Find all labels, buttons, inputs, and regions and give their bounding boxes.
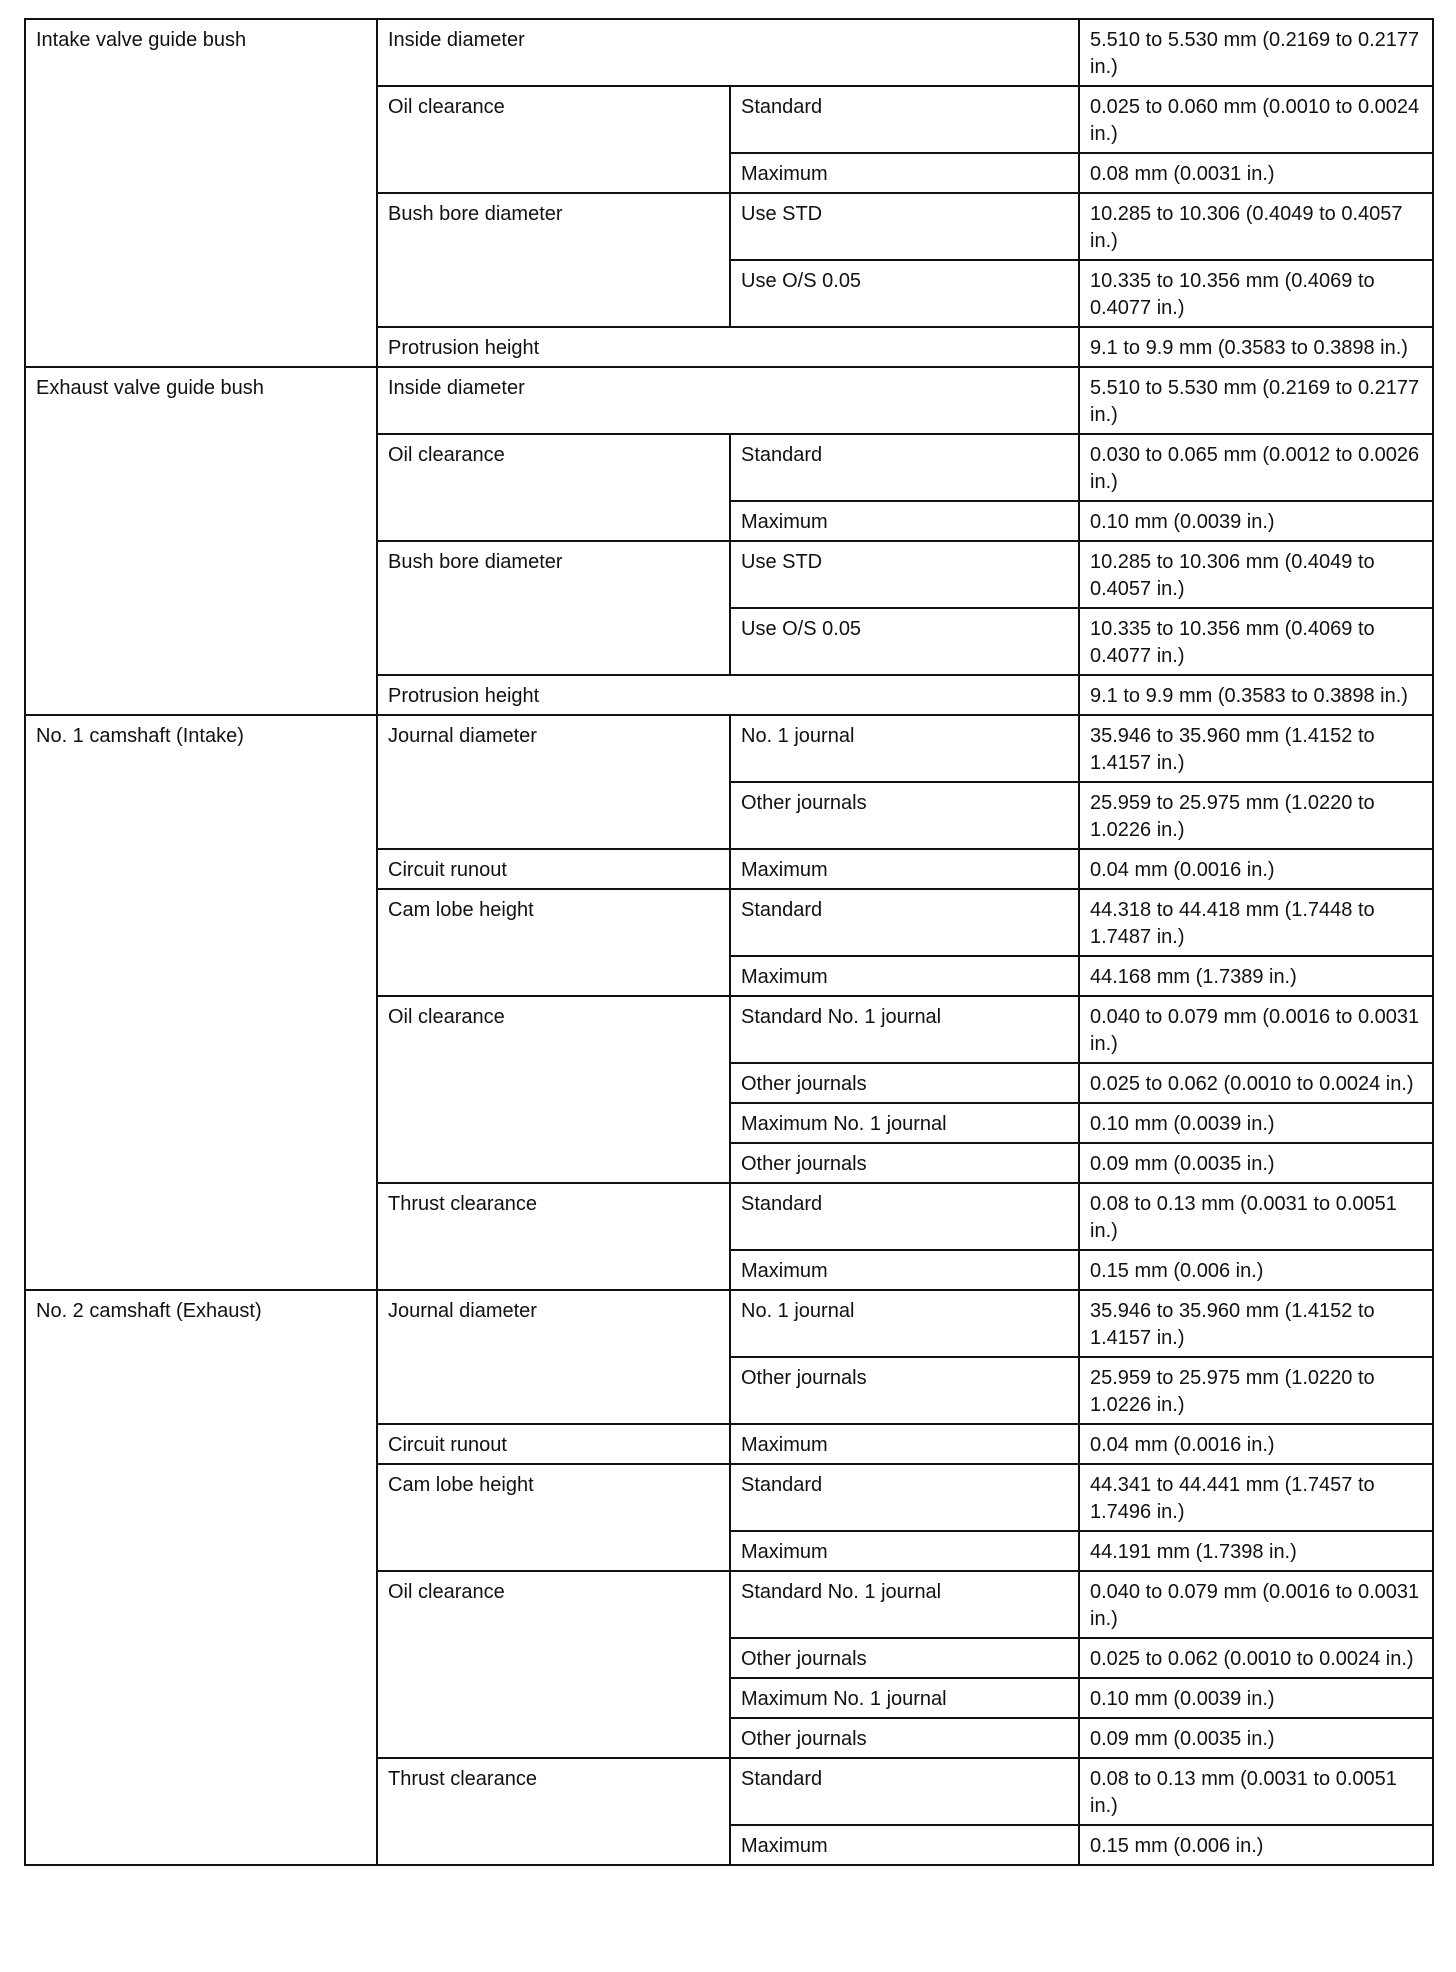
condition-cell: Standard — [730, 86, 1079, 153]
condition-cell: Maximum — [730, 849, 1079, 889]
condition-cell: Maximum No. 1 journal — [730, 1678, 1079, 1718]
value-cell: 25.959 to 25.975 mm (1.0220 to 1.0226 in.) — [1079, 782, 1433, 849]
condition-cell: Other journals — [730, 1063, 1079, 1103]
condition-cell: Use O/S 0.05 — [730, 608, 1079, 675]
condition-cell: Maximum — [730, 501, 1079, 541]
item-cell: Bush bore diameter — [377, 193, 730, 327]
condition-cell: Standard — [730, 1183, 1079, 1250]
value-cell: 0.025 to 0.062 (0.0010 to 0.0024 in.) — [1079, 1063, 1433, 1103]
item-cell: Oil clearance — [377, 86, 730, 193]
item-cell: Oil clearance — [377, 434, 730, 541]
item-cell: Circuit runout — [377, 849, 730, 889]
specification-table — [24, 18, 1434, 1866]
value-cell: 0.10 mm (0.0039 in.) — [1079, 1678, 1433, 1718]
value-cell: 0.040 to 0.079 mm (0.0016 to 0.0031 in.) — [1079, 1571, 1433, 1638]
condition-cell: Maximum — [730, 1531, 1079, 1571]
condition-cell: Maximum No. 1 journal — [730, 1103, 1079, 1143]
value-cell: 0.030 to 0.065 mm (0.0012 to 0.0026 in.) — [1079, 434, 1433, 501]
condition-cell: Standard — [730, 1464, 1079, 1531]
condition-cell: Maximum — [730, 1825, 1079, 1865]
condition-cell: Use O/S 0.05 — [730, 260, 1079, 327]
value-cell: 0.09 mm (0.0035 in.) — [1079, 1718, 1433, 1758]
item-cell: Oil clearance — [377, 996, 730, 1183]
value-cell: 0.15 mm (0.006 in.) — [1079, 1825, 1433, 1865]
value-cell: 0.10 mm (0.0039 in.) — [1079, 1103, 1433, 1143]
table-row — [25, 715, 1433, 782]
condition-cell: Standard No. 1 journal — [730, 1571, 1079, 1638]
value-cell: 10.335 to 10.356 mm (0.4069 to 0.4077 in.) — [1079, 260, 1433, 327]
value-cell: 5.510 to 5.530 mm (0.2169 to 0.2177 in.) — [1079, 367, 1433, 434]
value-cell: 0.04 mm (0.0016 in.) — [1079, 849, 1433, 889]
condition-cell: Standard — [730, 889, 1079, 956]
condition-cell: Maximum — [730, 1424, 1079, 1464]
condition-cell: Other journals — [730, 782, 1079, 849]
item-cell: Thrust clearance — [377, 1183, 730, 1290]
item-cell: Cam lobe height — [377, 889, 730, 996]
component-cell: Exhaust valve guide bush — [25, 367, 377, 715]
item-cell: Journal diameter — [377, 715, 730, 849]
condition-cell: Other journals — [730, 1718, 1079, 1758]
value-cell: 0.08 mm (0.0031 in.) — [1079, 153, 1433, 193]
condition-cell: Use STD — [730, 193, 1079, 260]
item-cell: Inside diameter — [377, 19, 1079, 86]
value-cell: 44.191 mm (1.7398 in.) — [1079, 1531, 1433, 1571]
item-cell: Inside diameter — [377, 367, 1079, 434]
value-cell: 0.025 to 0.062 (0.0010 to 0.0024 in.) — [1079, 1638, 1433, 1678]
component-cell: No. 2 camshaft (Exhaust) — [25, 1290, 377, 1865]
table-row — [25, 367, 1433, 434]
item-cell: Circuit runout — [377, 1424, 730, 1464]
condition-cell: Other journals — [730, 1638, 1079, 1678]
item-cell: Protrusion height — [377, 327, 1079, 367]
value-cell: 0.025 to 0.060 mm (0.0010 to 0.0024 in.) — [1079, 86, 1433, 153]
value-cell: 0.08 to 0.13 mm (0.0031 to 0.0051 in.) — [1079, 1758, 1433, 1825]
value-cell: 10.285 to 10.306 (0.4049 to 0.4057 in.) — [1079, 193, 1433, 260]
value-cell: 44.168 mm (1.7389 in.) — [1079, 956, 1433, 996]
component-cell: Intake valve guide bush — [25, 19, 377, 367]
value-cell: 0.08 to 0.13 mm (0.0031 to 0.0051 in.) — [1079, 1183, 1433, 1250]
condition-cell: Use STD — [730, 541, 1079, 608]
condition-cell: No. 1 journal — [730, 1290, 1079, 1357]
table-row — [25, 19, 1433, 86]
value-cell: 0.15 mm (0.006 in.) — [1079, 1250, 1433, 1290]
condition-cell: Standard — [730, 1758, 1079, 1825]
specification-table-body — [25, 19, 1433, 1865]
value-cell: 0.10 mm (0.0039 in.) — [1079, 501, 1433, 541]
component-cell: No. 1 camshaft (Intake) — [25, 715, 377, 1290]
value-cell: 35.946 to 35.960 mm (1.4152 to 1.4157 in.) — [1079, 1290, 1433, 1357]
value-cell: 9.1 to 9.9 mm (0.3583 to 0.3898 in.) — [1079, 675, 1433, 715]
value-cell: 9.1 to 9.9 mm (0.3583 to 0.3898 in.) — [1079, 327, 1433, 367]
value-cell: 25.959 to 25.975 mm (1.0220 to 1.0226 in.) — [1079, 1357, 1433, 1424]
item-cell: Journal diameter — [377, 1290, 730, 1424]
condition-cell: No. 1 journal — [730, 715, 1079, 782]
value-cell: 10.285 to 10.306 mm (0.4049 to 0.4057 in.) — [1079, 541, 1433, 608]
value-cell: 44.341 to 44.441 mm (1.7457 to 1.7496 in.) — [1079, 1464, 1433, 1531]
value-cell: 44.318 to 44.418 mm (1.7448 to 1.7487 in.) — [1079, 889, 1433, 956]
condition-cell: Maximum — [730, 1250, 1079, 1290]
item-cell: Thrust clearance — [377, 1758, 730, 1865]
condition-cell: Standard — [730, 434, 1079, 501]
condition-cell: Other journals — [730, 1357, 1079, 1424]
table-row — [25, 1290, 1433, 1357]
value-cell: 5.510 to 5.530 mm (0.2169 to 0.2177 in.) — [1079, 19, 1433, 86]
condition-cell: Other journals — [730, 1143, 1079, 1183]
value-cell: 10.335 to 10.356 mm (0.4069 to 0.4077 in.) — [1079, 608, 1433, 675]
condition-cell: Maximum — [730, 956, 1079, 996]
value-cell: 0.040 to 0.079 mm (0.0016 to 0.0031 in.) — [1079, 996, 1433, 1063]
item-cell: Cam lobe height — [377, 1464, 730, 1571]
value-cell: 0.04 mm (0.0016 in.) — [1079, 1424, 1433, 1464]
item-cell: Oil clearance — [377, 1571, 730, 1758]
item-cell: Protrusion height — [377, 675, 1079, 715]
value-cell: 35.946 to 35.960 mm (1.4152 to 1.4157 in.) — [1079, 715, 1433, 782]
condition-cell: Maximum — [730, 153, 1079, 193]
value-cell: 0.09 mm (0.0035 in.) — [1079, 1143, 1433, 1183]
condition-cell: Standard No. 1 journal — [730, 996, 1079, 1063]
item-cell: Bush bore diameter — [377, 541, 730, 675]
